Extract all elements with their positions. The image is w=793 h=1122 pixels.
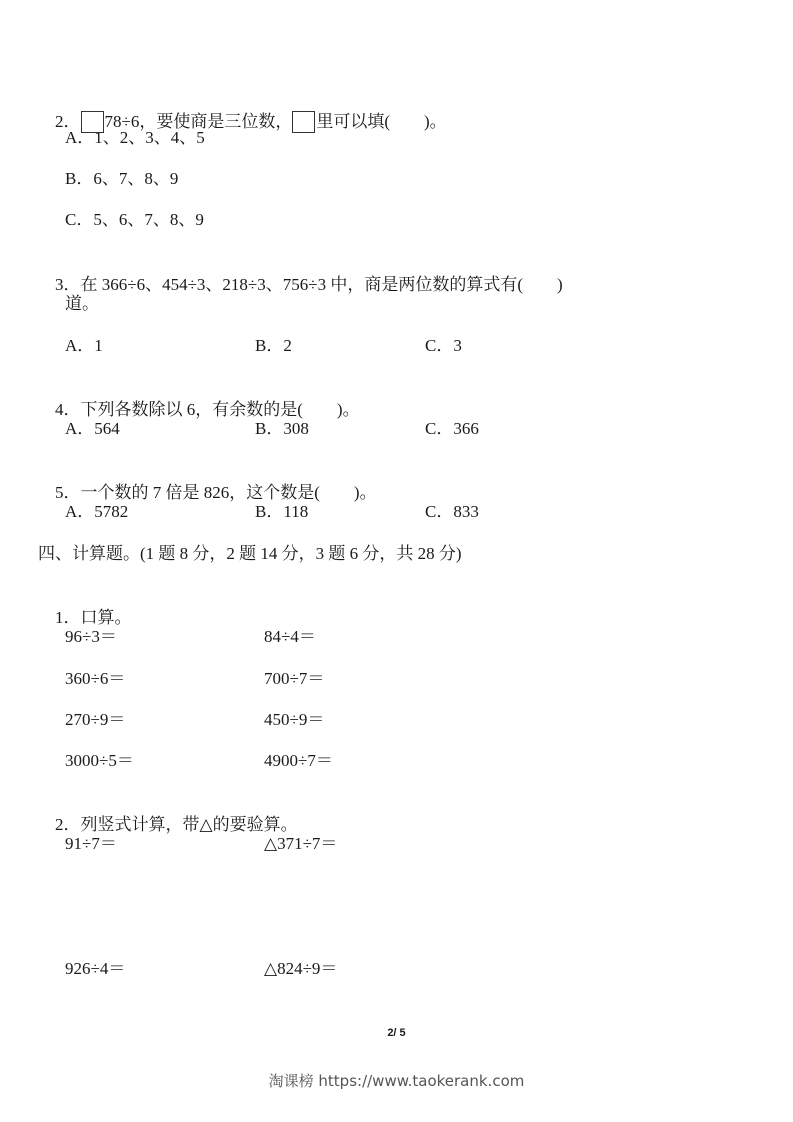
calc-item: △824÷9＝ (264, 959, 338, 978)
question-5-number: 5． (55, 483, 81, 502)
calc-item: 96÷3＝ (65, 627, 117, 646)
question-2-text-a: 78÷6，要使商是三位数， (104, 112, 293, 131)
option-b: B．118 (255, 502, 309, 521)
question-3-text: 在 366÷6、454÷3、218÷3、756÷3 中，商是两位数的算式有( ) (80, 275, 563, 294)
option-a: A．564 (65, 419, 120, 438)
calc-item: 84÷4＝ (264, 627, 316, 646)
option-c: C．3 (425, 336, 462, 355)
calc-item: 360÷6＝ (65, 669, 126, 688)
question-5-text: 一个数的 7 倍是 826，这个数是( )。 (80, 483, 377, 502)
calc-item: 3000÷5＝ (65, 751, 134, 770)
option-b: B．6、7、8、9 (65, 169, 179, 188)
option-b: B．308 (255, 419, 309, 438)
question-2-text-b: 里可以填( )。 (316, 112, 447, 131)
question-3-continued: 道。 (65, 294, 99, 313)
option-a: A．1、2、3、4、5 (65, 128, 205, 147)
calc-item: 926÷4＝ (65, 959, 126, 978)
calc-item: 4900÷7＝ (264, 751, 333, 770)
page-number: 2/ 5 (387, 1027, 406, 1039)
calc-item: 270÷9＝ (65, 710, 126, 729)
question-2-number: 2． (55, 112, 81, 131)
part-2-number: 2． (55, 815, 81, 834)
calc-item: 91÷7＝ (65, 834, 117, 853)
part-1-number: 1． (55, 608, 81, 627)
question-3-number: 3． (55, 275, 81, 294)
footer-url: 淘课榜 https://www.taokerank.com (268, 1072, 525, 1090)
part-2-title: 列竖式计算，带△的要验算。 (80, 815, 298, 834)
part-1-title: 口算。 (80, 608, 132, 627)
option-c: C．833 (425, 502, 479, 521)
calc-item: △371÷7＝ (264, 834, 338, 853)
section-heading: 四、计算题。(1 题 8 分，2 题 14 分，3 题 6 分，共 28 分) (38, 544, 462, 563)
question-4-text: 下列各数除以 6，有余数的是( )。 (80, 400, 360, 419)
question-4-number: 4． (55, 400, 81, 419)
option-c: C．366 (425, 419, 479, 438)
option-b: B．2 (255, 336, 292, 355)
calc-item: 450÷9＝ (264, 710, 325, 729)
question-3 (38, 252, 563, 318)
option-a: A．5782 (65, 502, 129, 521)
option-c: C．5、6、7、8、9 (65, 210, 204, 229)
blank-box (292, 111, 315, 133)
calc-item: 700÷7＝ (264, 669, 325, 688)
option-a: A．1 (65, 336, 103, 355)
